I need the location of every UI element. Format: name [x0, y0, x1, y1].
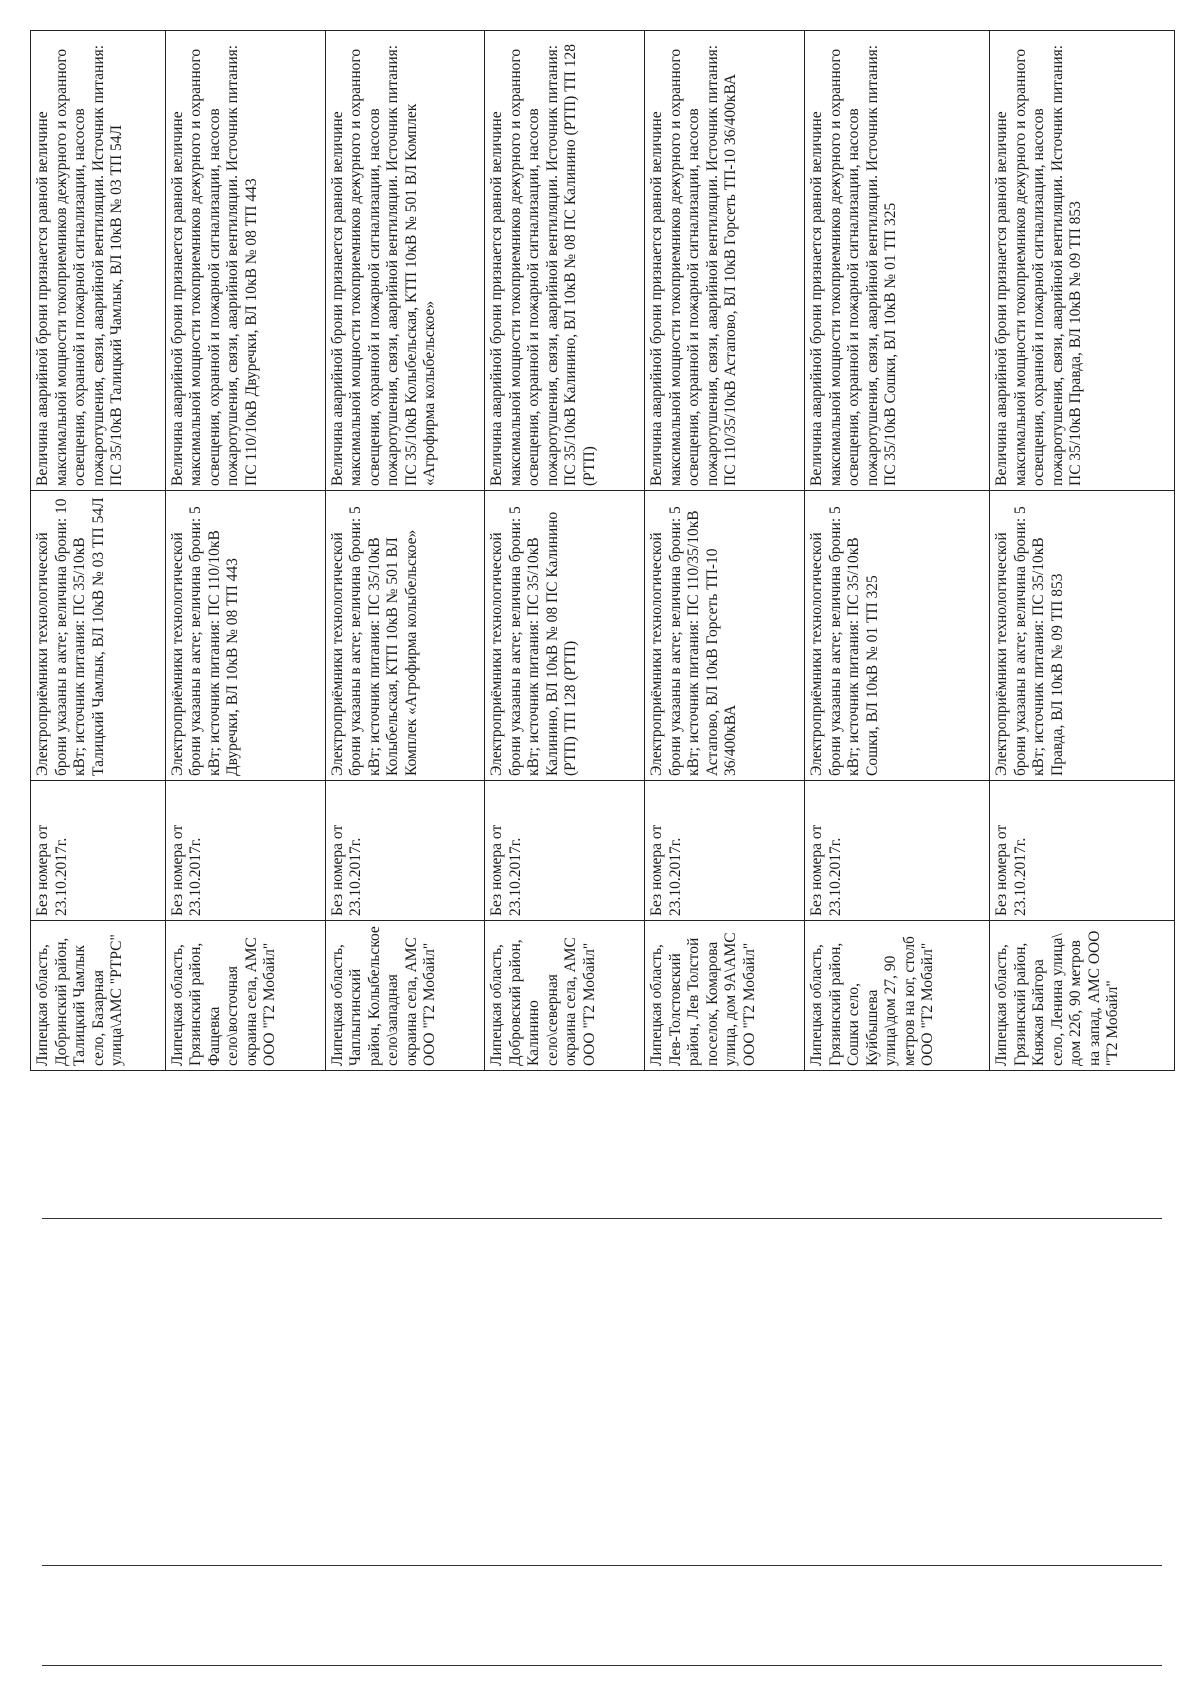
emergency-reserve-cell: Величина аварийной брони признается равной величине максимальной мощности токоприемников дежурного и охранного освещения, охранной и пожарной сигнализации, насосов пожаротушения, связи, аварийной вентиляции. Источник питания: ПС 35/10кВ Колыбельская, КТП 10кВ № 501 ВЛ Комплек «Агрофирма колыбельское»	[325, 31, 485, 491]
document-cell: Без номера от 23.10.2017г.	[485, 781, 645, 921]
blank-line-1	[42, 1218, 1162, 1219]
table-row	[31, 31, 166, 1071]
table-row	[645, 31, 805, 1071]
technological-reserve-cell: Электроприёмники технологической брони указаны в акте; величина брони: 5 кВт; источник питания: ПС 110/10кВ Двуречки, ВЛ 10кВ № 08 ТП 443	[165, 491, 325, 781]
document-cell: Без номера от 23.10.2017г.	[31, 781, 166, 921]
table-row	[485, 31, 645, 1071]
emergency-reserve-cell: Величина аварийной брони признается равной величине максимальной мощности токоприемников дежурного и охранного освещения, охранной и пожарной сигнализации, насосов пожаротушения, связи, аварийной вентиляции. Источник питания: ПС 110/35/10кВ Астапово, ВЛ 10кВ Горсеть ТП-10 36/400кВА	[645, 31, 805, 491]
emergency-reserve-cell: Величина аварийной брони признается равной величине максимальной мощности токоприемников дежурного и охранного освещения, охранной и пожарной сигнализации, насосов пожаротушения, связи, аварийной вентиляции. Источник питания: ПС 35/10кВ Калинино, ВЛ 10кВ № 08 ПС Калинино (РТП) ТП 128 (РТП)	[485, 31, 645, 491]
document-cell: Без номера от 23.10.2017г.	[165, 781, 325, 921]
rotated-document-table	[30, 31, 1175, 1071]
technological-reserve-cell: Электроприёмники технологической брони указаны в акте; величина брони: 10 кВт; источник питания: ПС 35/10кВ Талицкий Чамлык, ВЛ 10кВ № 03 ТП 54Л	[31, 491, 166, 781]
blank-line-3	[42, 1665, 1162, 1666]
emergency-reserve-cell: Величина аварийной брони признается равной величине максимальной мощности токоприемников дежурного и охранного освещения, охранной и пожарной сигнализации, насосов пожаротушения, связи, аварийной вентиляции. Источник питания: ПС 35/10кВ Талицкий Чамлык, ВЛ 10кВ № 03 ТП 54Л	[31, 31, 166, 491]
emergency-reserve-cell: Величина аварийной брони признается равной величине максимальной мощности токоприемников дежурного и охранного освещения, охранной и пожарной сигнализации, насосов пожаротушения, связи, аварийной вентиляции. Источник питания: ПС 110/10кВ Двуречки, ВЛ 10кВ № 08 ТП 443	[165, 31, 325, 491]
document-cell: Без номера от 23.10.2017г.	[805, 781, 990, 921]
table-row	[990, 31, 1175, 1071]
address-cell: Липецкая область, Грязинский район, Княжая Байгора село, Ленина улица\ дом 22б, 90 метров на запад, АМС ООО "Т2 Мобайл"	[990, 921, 1175, 1071]
address-cell: Липецкая область, Лев-Толстовский район, Лев Толстой поселок, Комарова улица, дом 9А\АМС ООО "Т2 Мобайл"	[645, 921, 805, 1071]
table-row	[325, 31, 485, 1071]
technological-reserve-cell: Электроприёмники технологической брони указаны в акте; величина брони: 5 кВт; источник питания: ПС 35/10кВ Калинино, ВЛ 10кВ № 08 ПС Калинино (РТП) ТП 128 (РТП)	[485, 491, 645, 781]
blank-line-2	[42, 1565, 1162, 1566]
document-cell: Без номера от 23.10.2017г.	[990, 781, 1175, 921]
address-cell: Липецкая область, Грязинский район, Сошки село, Куйбышева улица\дом 27, 90 метров на юг, столб ООО "Т2 Мобайл"	[805, 921, 990, 1071]
table-row	[805, 31, 990, 1071]
document-cell: Без номера от 23.10.2017г.	[325, 781, 485, 921]
address-cell: Липецкая область, Грязинский район, Фащевка село\восточная окраина села, АМС ООО "Т2 Мобайл"	[165, 921, 325, 1071]
emergency-reserve-cell: Величина аварийной брони признается равной величине максимальной мощности токоприемников дежурного и охранного освещения, охранной и пожарной сигнализации, насосов пожаротушения, связи, аварийной вентиляции. Источник питания: ПС 35/10кВ Сошки, ВЛ 10кВ № 01 ТП 325	[805, 31, 990, 491]
technological-reserve-cell: Электроприёмники технологической брони указаны в акте; величина брони: 5 кВт; источник питания: ПС 110/35/10кВ Астапово, ВЛ 10кВ Горсеть ТП-10 36/400кВА	[645, 491, 805, 781]
technological-reserve-cell: Электроприёмники технологической брони указаны в акте; величина брони: 5 кВт; источник питания: ПС 35/10кВ Сошки, ВЛ 10кВ № 01 ТП 325	[805, 491, 990, 781]
table-row	[165, 31, 325, 1071]
address-cell: Липецкая область, Добринский район, Талицкий Чамлык село, Базарная улица\АМС "РТРС"	[31, 921, 166, 1071]
technological-reserve-cell: Электроприёмники технологической брони указаны в акте; величина брони: 5 кВт; источник питания: ПС 35/10кВ Правда, ВЛ 10кВ № 09 ТП 853	[990, 491, 1175, 781]
power-reserve-table	[30, 30, 1175, 1071]
technological-reserve-cell: Электроприёмники технологической брони указаны в акте; величина брони: 5 кВт; источник питания: ПС 35/10кВ Колыбельская, КТП 10кВ № 501 ВЛ Комплек «Агрофирма колыбельское»	[325, 491, 485, 781]
address-cell: Липецкая область, Чаплыгинский район, Колыбельское село\западная окраина села, АМС ООО "Т2 Мобайл"	[325, 921, 485, 1071]
emergency-reserve-cell: Величина аварийной брони признается равной величине максимальной мощности токоприемников дежурного и охранного освещения, охранной и пожарной сигнализации, насосов пожаротушения, связи, аварийной вентиляции. Источник питания: ПС 35/10кВ Правда, ВЛ 10кВ № 09 ТП 853	[990, 31, 1175, 491]
address-cell: Липецкая область, Добровский район, Калинино село\северная окраина села, АМС ООО "Т2 Мобайл"	[485, 921, 645, 1071]
document-cell: Без номера от 23.10.2017г.	[645, 781, 805, 921]
